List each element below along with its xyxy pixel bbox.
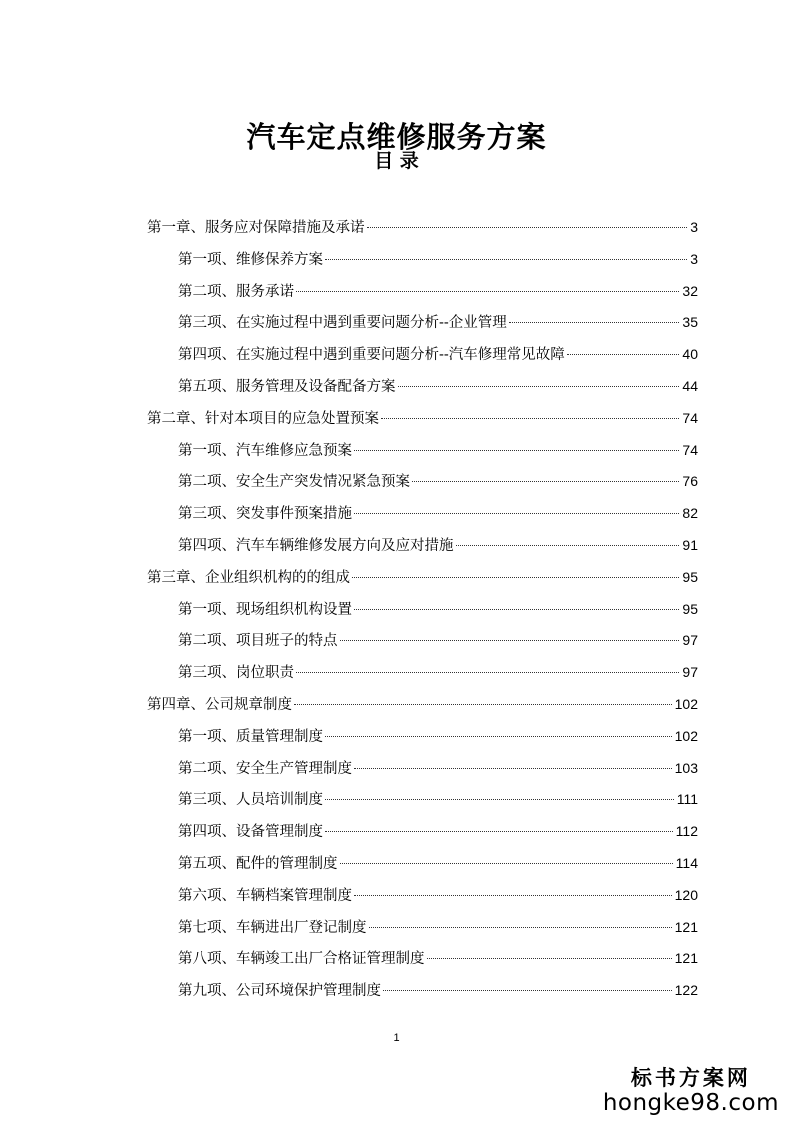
toc-entry-label: 第一项、维修保养方案 bbox=[178, 251, 323, 268]
toc-chapter-entry[interactable] bbox=[147, 562, 698, 594]
toc-section-entry[interactable] bbox=[147, 244, 698, 276]
toc-entry-page: 102 bbox=[674, 695, 698, 712]
toc-entry-page: 103 bbox=[674, 759, 698, 776]
toc-entry-label: 第七项、车辆进出厂登记制度 bbox=[178, 919, 367, 936]
toc-entry-label: 第一项、现场组织机构设置 bbox=[178, 601, 352, 618]
watermark-site-name: 标书方案网 bbox=[630, 1066, 751, 1090]
toc-section-entry[interactable] bbox=[147, 816, 698, 848]
toc-entry-label: 第二章、针对本项目的应急处置预案 bbox=[147, 410, 379, 427]
toc-dot-leader bbox=[456, 545, 680, 546]
toc-dot-leader bbox=[354, 609, 679, 610]
toc-section-entry[interactable] bbox=[147, 307, 698, 339]
toc-entry-page: 44 bbox=[682, 377, 698, 394]
toc-section-entry[interactable] bbox=[147, 594, 698, 626]
toc-entry-page: 32 bbox=[682, 282, 698, 299]
toc-chapter-entry[interactable] bbox=[147, 212, 698, 244]
toc-entry-label: 第一项、汽车维修应急预案 bbox=[178, 442, 352, 459]
toc-entry-page: 35 bbox=[682, 314, 698, 331]
toc-entry-label: 第二项、安全生产突发情况紧急预案 bbox=[178, 474, 410, 491]
toc-dot-leader bbox=[325, 736, 672, 737]
toc-section-entry[interactable] bbox=[147, 466, 698, 498]
toc-section-entry[interactable] bbox=[147, 880, 698, 912]
toc-section-entry[interactable] bbox=[147, 753, 698, 785]
toc-entry-label: 第三项、突发事件预案措施 bbox=[178, 506, 352, 523]
toc-chapter-entry[interactable] bbox=[147, 403, 698, 435]
toc-chapter-entry[interactable] bbox=[147, 689, 698, 721]
toc-section-entry[interactable] bbox=[147, 912, 698, 944]
toc-section-entry[interactable] bbox=[147, 276, 698, 308]
toc-dot-leader bbox=[352, 577, 679, 578]
toc-dot-leader bbox=[383, 990, 672, 991]
toc-dot-leader bbox=[354, 513, 679, 514]
toc-dot-leader bbox=[427, 958, 672, 959]
toc-dot-leader bbox=[296, 291, 679, 292]
toc-dot-leader bbox=[412, 481, 679, 482]
watermark bbox=[603, 1066, 779, 1116]
toc-section-entry[interactable] bbox=[147, 498, 698, 530]
toc-dot-leader bbox=[325, 259, 687, 260]
toc-dot-leader bbox=[296, 672, 679, 673]
toc-dot-leader bbox=[340, 863, 673, 864]
toc-entry-page: 40 bbox=[682, 346, 698, 363]
toc-entry-page: 3 bbox=[690, 219, 698, 235]
toc-dot-leader bbox=[340, 640, 680, 641]
toc-section-entry[interactable] bbox=[147, 371, 698, 403]
toc-entry-page: 97 bbox=[682, 664, 698, 681]
toc-section-entry[interactable] bbox=[147, 657, 698, 689]
page-number: 1 bbox=[393, 1032, 400, 1044]
toc-section-entry[interactable] bbox=[147, 848, 698, 880]
toc-dot-leader bbox=[354, 768, 672, 769]
toc-section-entry[interactable] bbox=[147, 975, 698, 1007]
toc-dot-leader bbox=[509, 322, 680, 323]
toc-section-entry[interactable] bbox=[147, 943, 698, 975]
toc-entry-label: 第五项、服务管理及设备配备方案 bbox=[178, 378, 396, 395]
toc-dot-leader bbox=[567, 354, 680, 355]
toc-dot-leader bbox=[367, 227, 688, 228]
toc-entry-page: 3 bbox=[690, 250, 698, 267]
toc-entry-label: 第四项、在实施过程中遇到重要问题分析--汽车修理常见故障 bbox=[178, 347, 565, 364]
watermark-url: hongke98.com bbox=[602, 1090, 779, 1116]
toc-dot-leader bbox=[398, 386, 680, 387]
toc-heading: 目 录 bbox=[374, 150, 419, 172]
document-title: 汽车定点维修服务方案 bbox=[246, 120, 547, 155]
toc-section-entry[interactable] bbox=[147, 625, 698, 657]
toc-entry-page: 112 bbox=[675, 823, 698, 840]
toc-entry-label: 第三项、岗位职责 bbox=[178, 665, 294, 682]
toc-section-entry[interactable] bbox=[147, 721, 698, 753]
table-of-contents bbox=[147, 212, 698, 1007]
toc-entry-label: 第三项、人员培训制度 bbox=[178, 792, 323, 809]
toc-dot-leader bbox=[354, 895, 672, 896]
toc-entry-label: 第五项、配件的管理制度 bbox=[178, 855, 338, 872]
toc-dot-leader bbox=[325, 831, 673, 832]
toc-entry-page: 111 bbox=[676, 791, 698, 808]
toc-entry-page: 74 bbox=[682, 441, 698, 458]
toc-entry-page: 121 bbox=[674, 918, 698, 935]
toc-entry-page: 74 bbox=[682, 409, 698, 426]
toc-entry-label: 第一项、质量管理制度 bbox=[178, 728, 323, 745]
toc-entry-label: 第四项、设备管理制度 bbox=[178, 824, 323, 841]
toc-section-entry[interactable] bbox=[147, 339, 698, 371]
toc-entry-label: 第九项、公司环境保护管理制度 bbox=[178, 983, 381, 1000]
toc-entry-label: 第二项、服务承诺 bbox=[178, 283, 294, 300]
toc-dot-leader bbox=[354, 450, 679, 451]
toc-entry-page: 76 bbox=[682, 473, 698, 490]
toc-entry-page: 91 bbox=[682, 536, 698, 553]
toc-entry-label: 第三项、在实施过程中遇到重要问题分析--企业管理 bbox=[178, 315, 507, 332]
toc-entry-label: 第六项、车辆档案管理制度 bbox=[178, 887, 352, 904]
toc-section-entry[interactable] bbox=[147, 530, 698, 562]
toc-entry-label: 第八项、车辆竣工出厂合格证管理制度 bbox=[178, 951, 425, 968]
toc-entry-label: 第三章、企业组织机构的的组成 bbox=[147, 569, 350, 586]
toc-entry-page: 97 bbox=[682, 632, 698, 649]
toc-entry-label: 第四项、汽车车辆维修发展方向及应对措施 bbox=[178, 537, 454, 554]
toc-section-entry[interactable] bbox=[147, 784, 698, 816]
toc-section-entry[interactable] bbox=[147, 435, 698, 467]
toc-entry-page: 121 bbox=[674, 950, 698, 967]
toc-dot-leader bbox=[325, 799, 674, 800]
toc-entry-page: 95 bbox=[682, 568, 698, 585]
toc-entry-page: 122 bbox=[674, 982, 698, 999]
toc-dot-leader bbox=[369, 927, 672, 928]
toc-entry-page: 102 bbox=[674, 727, 698, 744]
toc-entry-page: 95 bbox=[682, 600, 698, 617]
toc-entry-label: 第二项、项目班子的特点 bbox=[178, 633, 338, 650]
toc-dot-leader bbox=[294, 704, 672, 705]
toc-entry-label: 第四章、公司规章制度 bbox=[147, 696, 292, 713]
toc-entry-page: 82 bbox=[682, 505, 698, 522]
toc-entry-page: 114 bbox=[675, 854, 698, 871]
toc-entry-label: 第一章、服务应对保障措施及承诺 bbox=[147, 220, 365, 236]
toc-dot-leader bbox=[381, 418, 679, 419]
toc-entry-label: 第二项、安全生产管理制度 bbox=[178, 760, 352, 777]
toc-entry-page: 120 bbox=[674, 886, 698, 903]
